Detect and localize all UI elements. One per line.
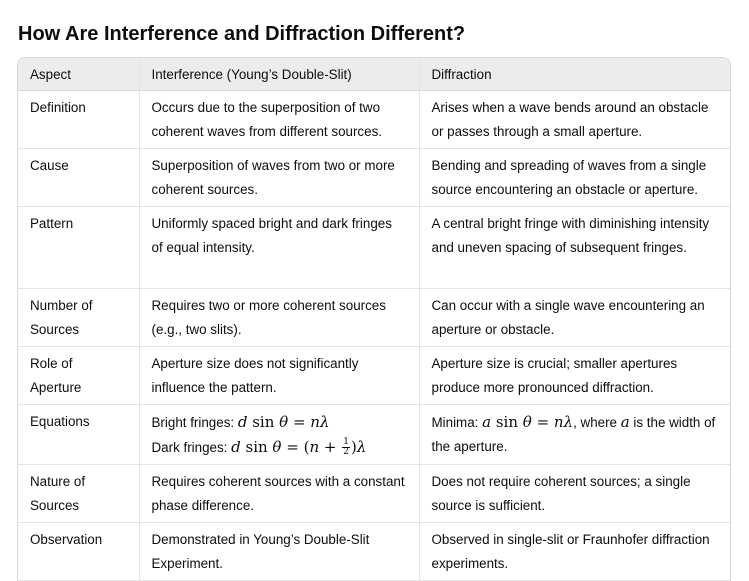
row-aspect: Equations [18,404,139,464]
table-row [18,90,730,148]
row-diffraction [419,404,730,464]
table-row [18,288,730,346]
table-header-row [18,58,730,90]
row-interference: Uniformly spaced bright and dark fringes of equal intensity. [139,206,419,288]
table-row [18,464,730,522]
header-interference: Interference (Young’s Double-Slit) [139,58,419,90]
row-diffraction: Observed in single-slit or Fraunhofer diffraction experiments. [419,522,730,580]
row-aspect: Cause [18,148,139,206]
row-aspect: Definition [18,90,139,148]
row-aspect: Role of Aperture [18,346,139,404]
dark-fringes-formula: d sin θ = (n + $\frac{1}{2}$ )λ [231,437,367,457]
row-interference: Superposition of waves from two or more coherent sources. [139,148,419,206]
row-aspect: Number of Sources [18,288,139,346]
row-aspect: Pattern [18,206,139,288]
row-interference: Aperture size does not significantly influence the pattern. [139,346,419,404]
row-aspect: Nature of Sources [18,464,139,522]
minima-variable: a [620,412,630,431]
row-diffraction: Bending and spreading of waves from a single source encountering an obstacle or aperture. [419,148,730,206]
table-row [18,346,730,404]
row-diffraction: Can occur with a single wave encountering an aperture or obstacle. [419,288,730,346]
row-interference [139,404,419,464]
row-diffraction: Aperture size is crucial; smaller apertures produce more pronounced diffraction. [419,346,730,404]
minima-label: Minima: [431,414,483,430]
row-diffraction: Arises when a wave bends around an obstacle or passes through a small aperture. [419,90,730,148]
row-aspect: Observation [18,522,139,580]
table-row [18,522,730,580]
bright-fringes-formula: d sin θ = nλ [237,412,330,431]
dark-fringes-label: Dark fringes: [151,439,232,455]
bright-fringes-label: Bright fringes: [151,414,238,430]
minima-formula: a sin θ = nλ [482,412,574,431]
header-aspect: Aspect [18,58,139,90]
row-diffraction: Does not require coherent sources; a single source is sufficient. [419,464,730,522]
minima-description: is the width of the aperture. [431,414,716,454]
page-title: How Are Interference and Diffraction Different? [18,23,466,45]
row-interference: Requires two or more coherent sources (e.g., two slits). [139,288,419,346]
bright-fringes-equation [152,410,407,435]
minima-where: , where [573,414,621,430]
row-interference: Occurs due to the superposition of two coherent waves from different sources. [139,90,419,148]
header-diffraction: Diffraction [419,58,730,90]
table-row [18,404,730,464]
table-row [18,148,730,206]
row-diffraction: A central bright fringe with diminishing intensity and uneven spacing of subsequent fringes. [419,206,730,288]
row-interference: Demonstrated in Young’s Double-Slit Experiment. [139,522,419,580]
table-row [18,206,730,288]
row-interference: Requires coherent sources with a constant phase difference. [139,464,419,522]
dark-fringes-equation [152,435,407,460]
comparison-table [17,57,731,581]
